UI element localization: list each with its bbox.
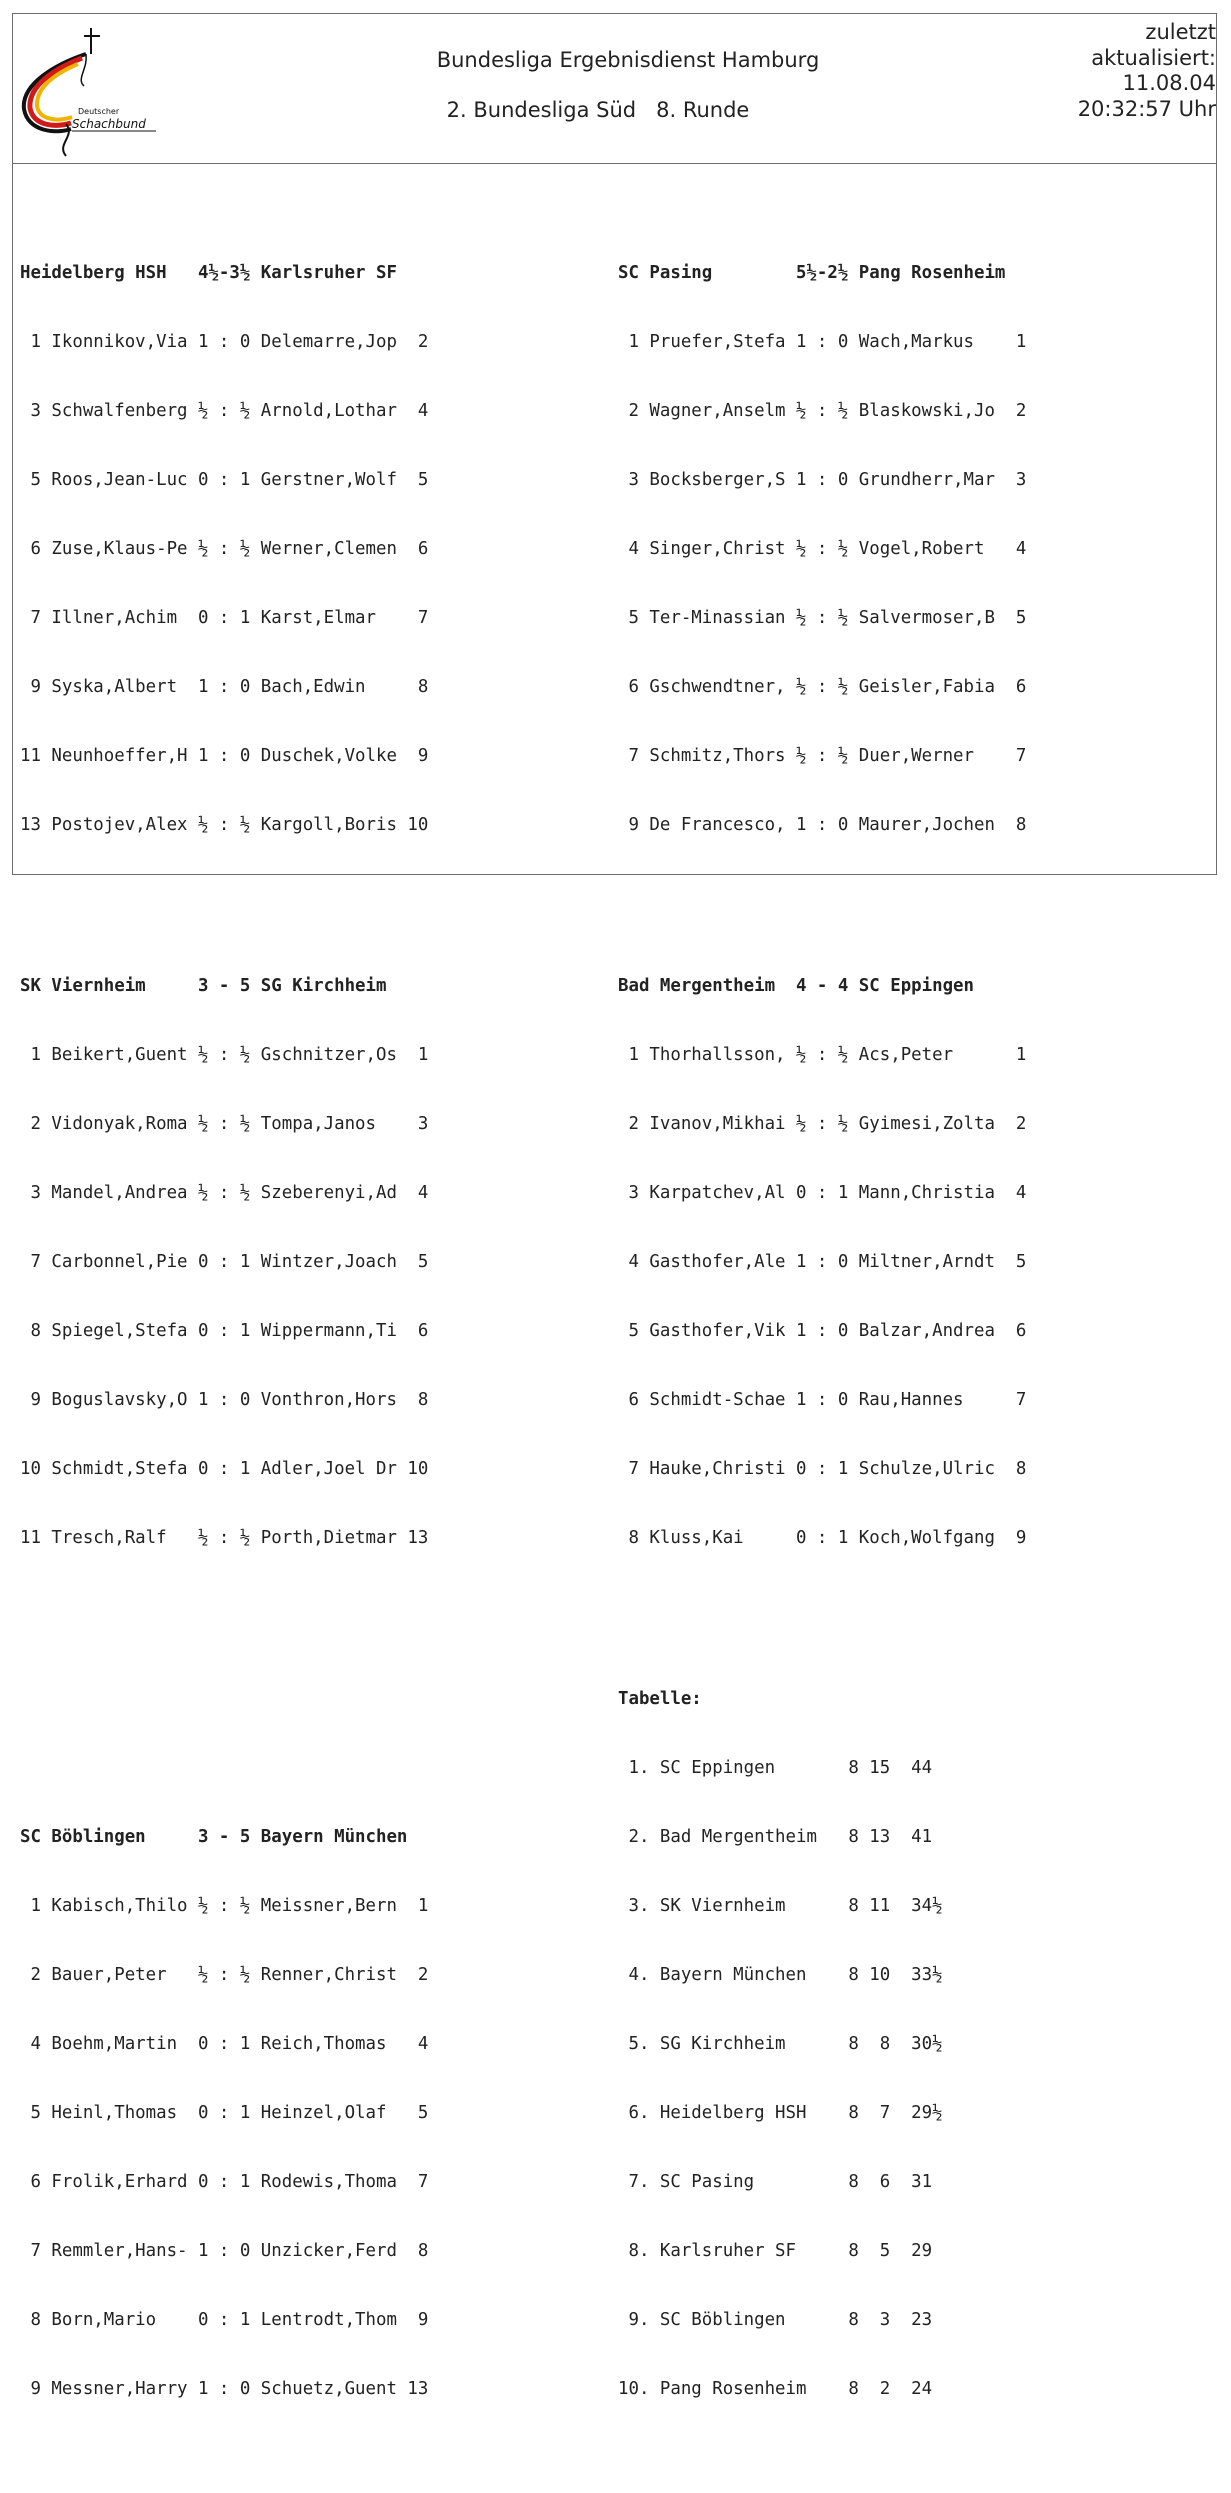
game-row: 4 Boehm,Martin 0 : 1 Reich,Thomas 4 bbox=[20, 2034, 429, 2054]
game-row: 5 Ter-Minassian ½ : ½ Salvermoser,B 5 bbox=[618, 608, 1027, 628]
game-row: 6 Gschwendtner, ½ : ½ Geisler,Fabia 6 bbox=[618, 677, 1027, 697]
game-row: 9 De Francesco, 1 : 0 Maurer,Jochen 8 bbox=[618, 815, 1027, 835]
page-title: Bundesliga Ergebnisdienst Hamburg bbox=[436, 48, 820, 72]
logo-text-small: Deutscher bbox=[78, 107, 120, 116]
match-heading: SK Viernheim 3 - 5 SG Kirchheim bbox=[20, 976, 387, 996]
standings-table bbox=[618, 1642, 1026, 2447]
game-row: 1 Thorhallsson, ½ : ½ Acs,Peter 1 bbox=[618, 1045, 1027, 1065]
page-subtitle: 2. Bundesliga Süd 8. Runde bbox=[446, 98, 750, 122]
schachbund-logo bbox=[16, 24, 166, 159]
match-block bbox=[20, 1780, 428, 2447]
match-block bbox=[20, 929, 428, 1596]
game-row: 3 Bocksberger,S 1 : 0 Grundherr,Mar 3 bbox=[618, 470, 1027, 490]
game-row: 9 Messner,Harry 1 : 0 Schuetz,Guent 13 bbox=[20, 2379, 429, 2399]
updated-date: 11.08.04 bbox=[1122, 71, 1216, 95]
spacer bbox=[20, 1642, 428, 1665]
game-row: 5 Roos,Jean-Luc 0 : 1 Gerstner,Wolf 5 bbox=[20, 470, 429, 490]
standings-row: 9. SC Böblingen 8 3 23 bbox=[618, 2310, 933, 2330]
standings-row: 6. Heidelberg HSH 8 7 29½ bbox=[618, 2103, 943, 2123]
game-row: 11 Neunhoeffer,H 1 : 0 Duschek,Volke 9 bbox=[20, 746, 429, 766]
game-row: 2 Bauer,Peter ½ : ½ Renner,Christ 2 bbox=[20, 1965, 429, 1985]
match-heading: Bad Mergentheim 4 - 4 SC Eppingen bbox=[618, 976, 974, 996]
logo-text-main: Schachbund bbox=[72, 117, 146, 131]
page-frame bbox=[12, 13, 1217, 2399]
standings-row: 3. SK Viernheim 8 11 34½ bbox=[618, 1896, 943, 1916]
game-row: 1 Ikonnikov,Via 1 : 0 Delemarre,Jop 2 bbox=[20, 332, 429, 352]
updated-time: 20:32:57 Uhr bbox=[1077, 96, 1216, 121]
game-row: 7 Illner,Achim 0 : 1 Karst,Elmar 7 bbox=[20, 608, 429, 628]
match-heading: SC Böblingen 3 - 5 Bayern München bbox=[20, 1827, 408, 1847]
game-row: 5 Heinl,Thomas 0 : 1 Heinzel,Olaf 5 bbox=[20, 2103, 429, 2123]
last-updated bbox=[1078, 20, 1216, 122]
left-column bbox=[20, 170, 428, 2493]
game-row: 2 Wagner,Anselm ½ : ½ Blaskowski,Jo 2 bbox=[618, 401, 1027, 421]
game-row: 2 Ivanov,Mikhai ½ : ½ Gyimesi,Zolta 2 bbox=[618, 1114, 1027, 1134]
game-row: 13 Postojev,Alex ½ : ½ Kargoll,Boris 10 bbox=[20, 815, 429, 835]
game-row: 8 Spiegel,Stefa 0 : 1 Wippermann,Ti 6 bbox=[20, 1321, 429, 1341]
game-row: 6 Frolik,Erhard 0 : 1 Rodewis,Thoma 7 bbox=[20, 2172, 429, 2192]
match-block bbox=[20, 216, 428, 883]
game-row: 4 Singer,Christ ½ : ½ Vogel,Robert 4 bbox=[618, 539, 1027, 559]
game-row: 3 Karpatchev,Al 0 : 1 Mann,Christia 4 bbox=[618, 1183, 1027, 1203]
game-row: 10 Schmidt,Stefa 0 : 1 Adler,Joel Dr 10 bbox=[20, 1459, 429, 1479]
game-row: 7 Schmitz,Thors ½ : ½ Duer,Werner 7 bbox=[618, 746, 1027, 766]
game-row: 8 Kluss,Kai 0 : 1 Koch,Wolfgang 9 bbox=[618, 1528, 1027, 1548]
game-row: 9 Syska,Albert 1 : 0 Bach,Edwin 8 bbox=[20, 677, 429, 697]
standings-row: 7. SC Pasing 8 6 31 bbox=[618, 2172, 933, 2192]
standings-row: 5. SG Kirchheim 8 8 30½ bbox=[618, 2034, 943, 2054]
game-row: 9 Boguslavsky,O 1 : 0 Vonthron,Hors 8 bbox=[20, 1390, 429, 1410]
spacer bbox=[20, 1711, 428, 1734]
match-heading: SC Pasing 5½-2½ Pang Rosenheim bbox=[618, 263, 1006, 283]
game-row: 7 Carbonnel,Pie 0 : 1 Wintzer,Joach 5 bbox=[20, 1252, 429, 1272]
updated-line: aktualisiert: bbox=[1091, 45, 1216, 70]
game-row: 5 Gasthofer,Vik 1 : 0 Balzar,Andrea 6 bbox=[618, 1321, 1027, 1341]
game-row: 3 Schwalfenberg ½ : ½ Arnold,Lothar 4 bbox=[20, 401, 429, 421]
game-row: 11 Tresch,Ralf ½ : ½ Porth,Dietmar 13 bbox=[20, 1528, 429, 1548]
game-row: 8 Born,Mario 0 : 1 Lentrodt,Thom 9 bbox=[20, 2310, 429, 2330]
header bbox=[13, 14, 1216, 164]
game-row: 1 Pruefer,Stefa 1 : 0 Wach,Markus 1 bbox=[618, 332, 1027, 352]
standings-row: 4. Bayern München 8 10 33½ bbox=[618, 1965, 943, 1985]
game-row: 1 Beikert,Guent ½ : ½ Gschnitzer,Os 1 bbox=[20, 1045, 429, 1065]
game-row: 1 Kabisch,Thilo ½ : ½ Meissner,Bern 1 bbox=[20, 1896, 429, 1916]
schachbund-logo-icon bbox=[16, 24, 166, 159]
standings-row: 2. Bad Mergentheim 8 13 41 bbox=[618, 1827, 933, 1847]
right-column bbox=[618, 170, 1026, 2493]
game-row: 3 Mandel,Andrea ½ : ½ Szeberenyi,Ad 4 bbox=[20, 1183, 429, 1203]
match-heading: Heidelberg HSH 4½-3½ Karlsruher SF bbox=[20, 263, 397, 283]
match-block bbox=[618, 929, 1026, 1596]
game-row: 2 Vidonyak,Roma ½ : ½ Tompa,Janos 3 bbox=[20, 1114, 429, 1134]
game-row: 6 Schmidt-Schae 1 : 0 Rau,Hannes 7 bbox=[618, 1390, 1027, 1410]
match-block bbox=[618, 216, 1026, 883]
game-row: 4 Gasthofer,Ale 1 : 0 Miltner,Arndt 5 bbox=[618, 1252, 1027, 1272]
game-row: 7 Remmler,Hans- 1 : 0 Unzicker,Ferd 8 bbox=[20, 2241, 429, 2261]
updated-line: zuletzt bbox=[1145, 20, 1216, 44]
standings-heading: Tabelle: bbox=[618, 1689, 702, 1709]
standings-row: 10. Pang Rosenheim 8 2 24 bbox=[618, 2379, 933, 2399]
game-row: 6 Zuse,Klaus-Pe ½ : ½ Werner,Clemen 6 bbox=[20, 539, 429, 559]
standings-row: 8. Karlsruher SF 8 5 29 bbox=[618, 2241, 933, 2261]
game-row: 7 Hauke,Christi 0 : 1 Schulze,Ulric 8 bbox=[618, 1459, 1027, 1479]
standings-row: 1. SC Eppingen 8 15 44 bbox=[618, 1758, 933, 1778]
